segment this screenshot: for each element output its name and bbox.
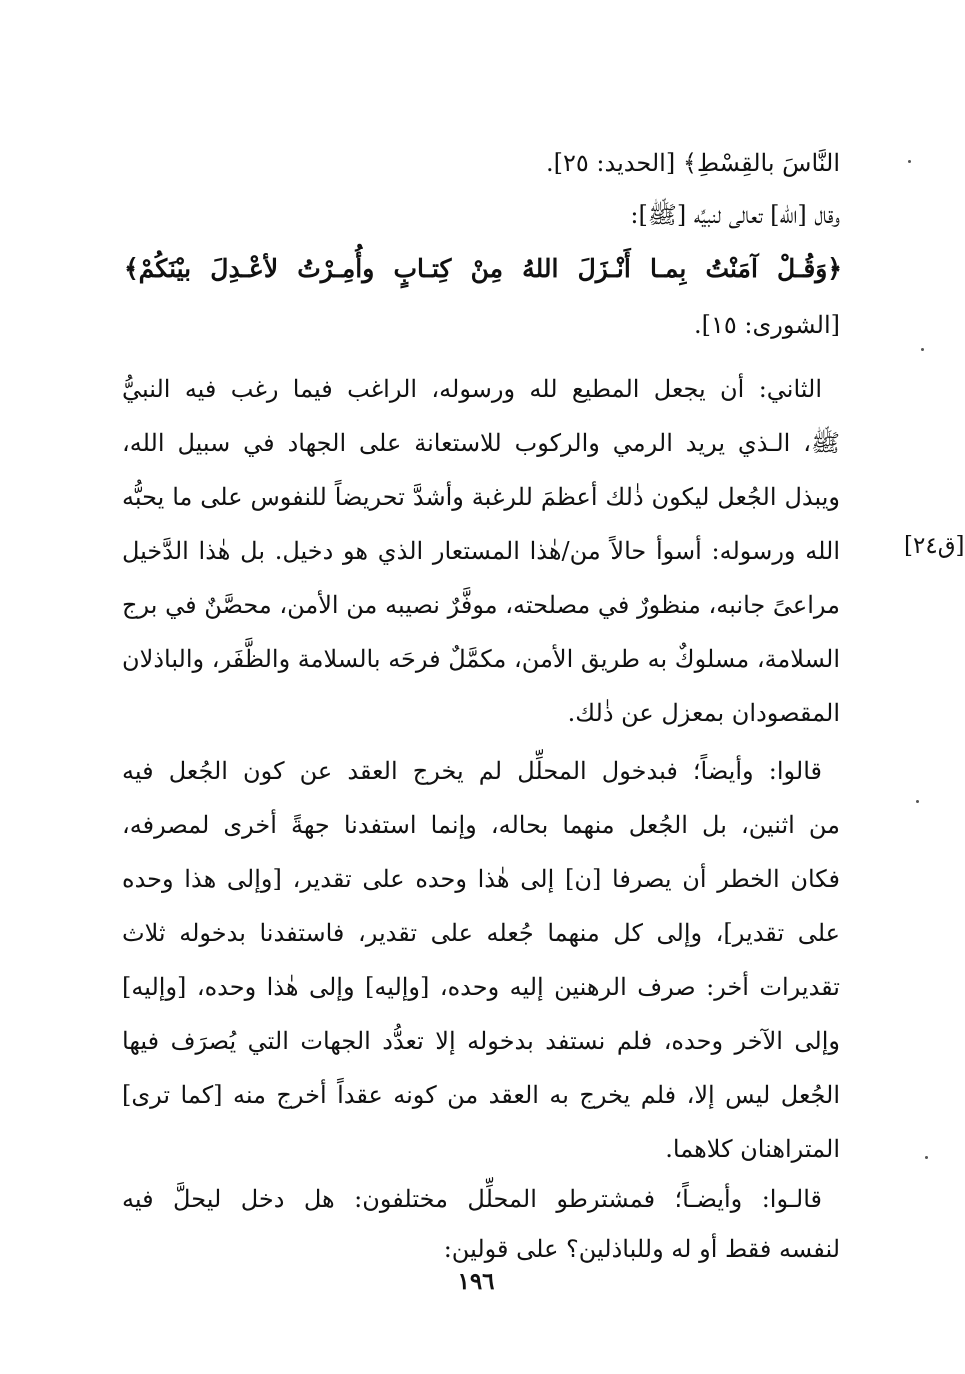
text-line-12: قالوا: وأيضاً؛ فبدخول المحلِّل لم يخرج العقد عن كون الجُعل فيه — [122, 757, 822, 785]
text-line-15: على تقدير]، وإلى كل منهما جُعله على تقدير، فاستفدنا بدخوله ثلاث — [122, 919, 841, 947]
text-line-2: وقال [الله] تعالى لنبيِّه [ﷺ]: — [630, 201, 840, 229]
quran-verse-line: ﴿وَقُـلْ آمَنْتُ بِمـا أَنْـزَلَ اللهُ مِنْ كِتـابٍ وأُمِـرْتُ لأعْـدِلَ بيْنَكُمْ﴾ — [124, 254, 842, 283]
text-line-8: الله ورسوله: أسوأ حالاً من/هٰذا المستعار الذي هو دخيل. بل هٰذا الدَّخيل — [122, 537, 840, 565]
text-line-18: الجُعل ليس إلا، فلم يخرج به العقد من كونه عقداً أخرج منه [كما ترى] — [122, 1081, 840, 1109]
page-number: ١٩٦ — [457, 1268, 495, 1295]
text-line-11: المقصودان بمعزل عن ذٰلك. — [567, 699, 840, 727]
text-line-4: [الشورى: ١٥]. — [693, 311, 840, 339]
text-line-6: ﷺ، الـذي يريد الرمي والركوب للاستعانة على الجهاد في سبيل الله، — [122, 429, 840, 457]
text-line-19: المتراهنان كلاهما. — [665, 1135, 840, 1163]
text-line-9: مراعىً جانبه، منظورٌ في مصلحته، موفَّرٌ نصيبه من الأمن، محصَّنٌ في برج — [122, 591, 840, 619]
text-line-17: وإلى الآخر وحده، فلم نستفد بدخوله إلا تعدُّد الجهات التي يُصرَف فيها — [122, 1027, 840, 1055]
manuscript-folio-marker: [ق٢٤] — [904, 533, 965, 559]
text-line-13: من اثنين، بل الجُعل منهما بحاله، وإنما استفدنا جهةً أخرى لمصرفه، — [122, 811, 840, 839]
text-line-7: ويبذل الجُعل ليكون ذٰلك أعظمَ للرغبة وأشدَّ تحريضاً للنفوس على ما يحبُّه — [122, 483, 841, 511]
scan-speck — [916, 800, 919, 803]
text-line-20: قالـوا: وأيضـاً؛ فمشترطو المحلِّل مختلفون: هل دخل ليحلَّ فيه — [122, 1185, 822, 1213]
text-line-10: السلامة، مسلوكٌ به طريق الأمن، مكمَّلٌ فرحَه بالسلامة والظَّفَر، والباذلان — [122, 645, 840, 673]
text-line-5: الثاني: أن يجعل المطيع لله ورسوله، الراغب فيما رغب فيه النبيُّ — [122, 375, 822, 403]
text-line-21: لنفسه فقط أو له وللباذلين؟ على قولين: — [443, 1235, 840, 1263]
scan-speck — [925, 1156, 928, 1159]
scan-speck — [908, 160, 911, 163]
text-line-14: فكان الخطر أن يصرفا [ن] إلى هٰذا وحده على تقدير، [وإلى هذا وحده — [122, 865, 840, 893]
scan-speck — [921, 348, 924, 351]
text-line-16: تقديرات أخر: صرف الرهنين إليه وحده، [وإليه] وإلى هٰذا وحده، [وإليه] — [122, 973, 840, 1001]
text-line-1: النَّاسَ بالقِسْطِ﴾ [الحديد: ٢٥]. — [546, 149, 840, 177]
